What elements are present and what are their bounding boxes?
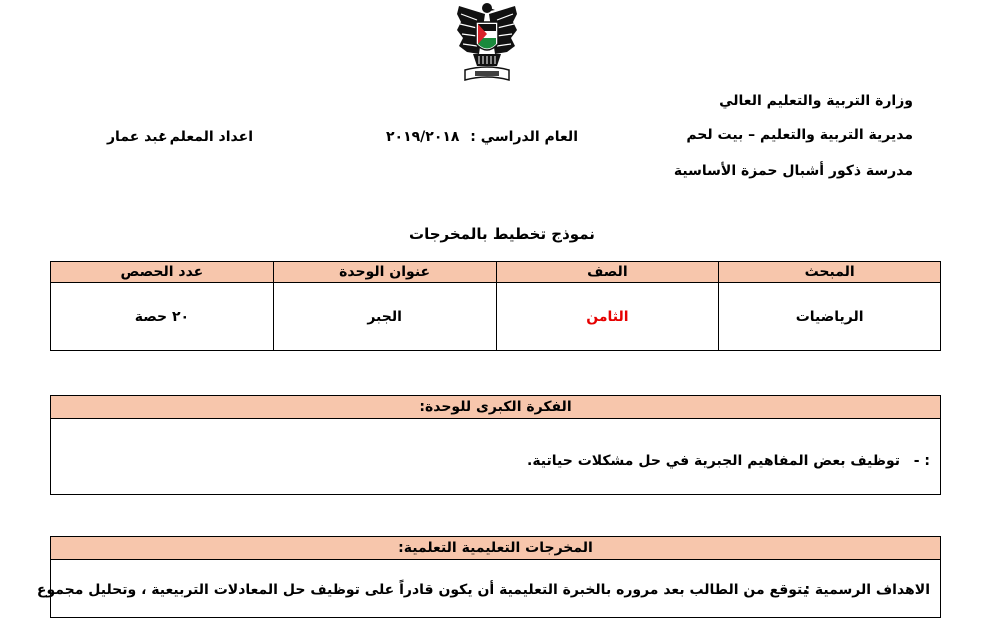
school-name: مدرسة ذكور أشبال حمزة الأساسية — [673, 163, 913, 179]
big-idea-heading: الفكرة الكبرى للوحدة: — [51, 396, 940, 419]
teacher-name: عبد عمار — [107, 129, 168, 145]
outcomes-label: الاهداف الرسمية : — [804, 582, 930, 598]
header-unit-title: عنوان الوحدة — [273, 262, 496, 283]
header-subject: المبحث — [719, 262, 941, 283]
big-idea-box — [50, 395, 941, 495]
info-table-header-row — [51, 262, 941, 283]
header-grade: الصف — [496, 262, 719, 283]
outcomes-heading: المخرجات التعليمية التعلمية: — [51, 537, 940, 560]
academic-year-label: العام الدراسي : — [470, 129, 578, 145]
outcomes-box — [36, 536, 941, 618]
palestine-emblem-icon — [455, 0, 519, 96]
info-table — [50, 261, 941, 351]
teacher-label: اعداد المعلم : — [159, 129, 253, 145]
big-idea-bullet: - : — [913, 453, 930, 469]
page-title: نموذج تخطيط بالمخرجات — [409, 225, 595, 243]
value-subject: الرياضيات — [719, 283, 941, 351]
header-lesson-count: عدد الحصص — [51, 262, 274, 283]
outcomes-text: يتوقع من الطالب بعد مروره بالخبرة التعليمية أن يكون قادراً على توظيف حل المعادلات التربيعية ، وتحليل مجموع — [36, 582, 808, 598]
directorate-name: مديرية التربية والتعليم – بيت لحم — [686, 127, 913, 143]
value-grade: الثامن — [496, 283, 719, 351]
info-table-value-row — [51, 283, 941, 351]
value-lesson-count: ٢٠ حصة — [51, 283, 274, 351]
big-idea-text: توظيف بعض المفاهيم الجبرية في حل مشكلات حياتية. — [527, 453, 900, 469]
ministry-name: وزارة التربية والتعليم العالي — [719, 93, 913, 109]
academic-year-value: ٢٠١٩/٢٠١٨ — [386, 129, 460, 145]
value-unit-title: الجبر — [273, 283, 496, 351]
